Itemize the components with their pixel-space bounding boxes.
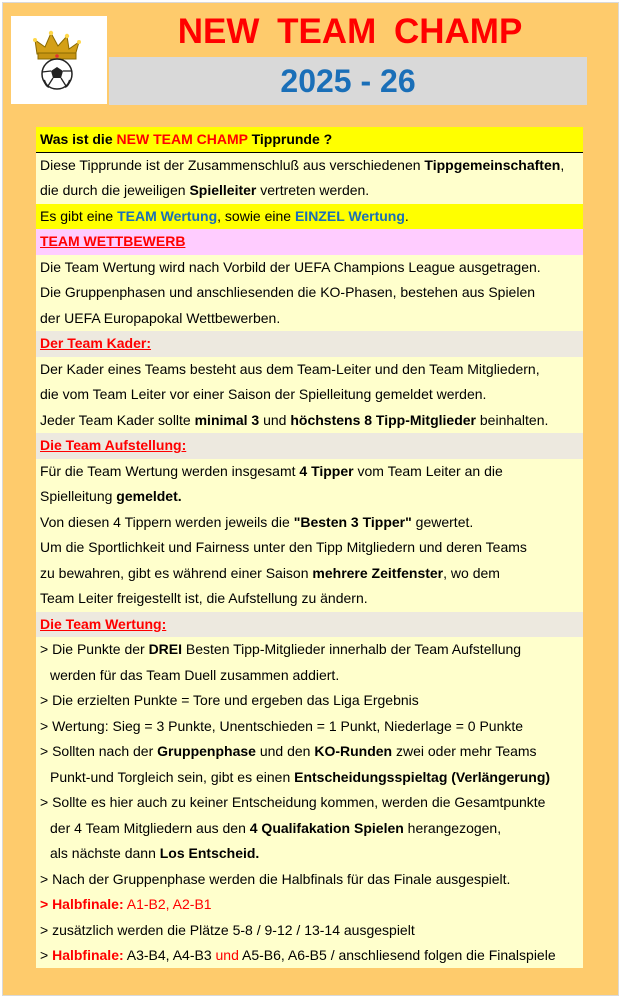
text: zu bewahren, gibt es während einer Saison [40, 564, 313, 581]
text-bold: mehrere Zeitfenster [312, 564, 444, 581]
halbfinale-label: > Halbfinale: [40, 896, 124, 912]
einzel-wertung-label: EINZEL Wertung [294, 207, 405, 224]
text: > Die Punkte der [40, 641, 149, 657]
text-bold: KO-Runden [314, 743, 393, 759]
wertung-line-2: werden für das Team Duell zusammen addiert. [50, 666, 340, 683]
intro-question-row [36, 127, 583, 153]
halbfinale-label: Halbfinale: [52, 947, 124, 963]
text: die durch die jeweiligen [40, 182, 190, 198]
section-heading-kader [36, 331, 583, 357]
text: herangezogen, [403, 819, 502, 836]
page-title: NEW TEAM CHAMP [177, 12, 523, 51]
text-bold: 4 Tipper [299, 462, 354, 479]
text: , sowie eine [217, 207, 295, 224]
text-bold: 4 Qualifakation Spielen [249, 819, 404, 836]
wertung-line-12: > zusätzlich werden die Plätze 5-8 / 9-12 / 13-14 ausgespielt [40, 921, 415, 938]
text: Spielleitung [40, 488, 117, 504]
text: A5-B6, A6-B5 / anschliesend folgen die Finalspiele [238, 947, 556, 963]
text-bold: Spielleiter [189, 182, 257, 198]
text: vom Team Leiter an die [353, 462, 503, 479]
text: A3-B4, A4-B3 [123, 947, 216, 963]
aufstellung-line-5 [36, 561, 583, 587]
wertung-line-1 [36, 637, 583, 663]
text-bold: gemeldet. [116, 488, 182, 504]
text-bold: "Besten 3 Tipper" [293, 513, 412, 530]
text: und [259, 411, 291, 428]
text: Von diesen 4 Tippern werden jeweils die [40, 513, 294, 530]
text: der 4 Team Mitgliedern aus den [50, 819, 250, 836]
text: beinhalten. [476, 411, 549, 428]
text-bold: Tippgemeinschaften [424, 156, 561, 173]
logo-box [11, 16, 107, 104]
text: Es gibt eine [40, 207, 118, 224]
text-bold: minimal 3 [194, 411, 260, 428]
text: > [40, 947, 53, 963]
halbfinale-pairings: A1-B2, A2-B1 [123, 896, 212, 912]
aufstellung-line-4: Um die Sportlichkeit und Fairness unter den Tipp Mitgliedern und deren Teams [40, 539, 527, 555]
wertung-line-10: > Nach der Gruppenphase werden die Halbfinals für das Finale ausgespielt. [40, 870, 511, 887]
intro-line-1 [36, 153, 583, 179]
wertung-line-8 [36, 816, 583, 842]
section-heading-text: Der Team Kader: [40, 335, 152, 351]
text: und den [255, 743, 315, 759]
wettbewerb-line-3: der UEFA Europapokal Wettbewerben. [40, 309, 281, 326]
wertung-line-5 [36, 739, 583, 765]
aufstellung-line-6: Team Leiter freigestellt ist, die Aufstellung zu ändern. [40, 590, 368, 606]
kader-line-1: Der Kader eines Teams besteht aus dem Team-Leiter und den Team Mitgliedern, [40, 360, 540, 377]
text: . [404, 207, 409, 224]
section-heading-aufstellung [36, 433, 583, 459]
wertung-line-6 [36, 765, 583, 791]
intro-question-suffix: Tipprunde ? [247, 131, 333, 147]
section-heading-text: TEAM WETTBEWERB [40, 233, 186, 249]
text: zwei oder mehr Teams [392, 743, 537, 759]
aufstellung-line-1 [36, 459, 583, 485]
intro-line-3 [36, 204, 583, 230]
text-bold: Gruppenphase [157, 743, 256, 759]
text: Besten Tipp-Mitglieder innerhalb der Team Aufstellung [182, 641, 522, 657]
wertung-line-4: > Wertung: Sieg = 3 Punkte, Unentschieden = 1 Punkt, Niederlage = 0 Punkte [40, 717, 524, 734]
text: , wo dem [443, 564, 500, 581]
aufstellung-line-3 [36, 510, 583, 536]
text: Jeder Team Kader sollte [40, 411, 195, 428]
rules-panel [36, 127, 583, 968]
wertung-line-9 [36, 841, 583, 867]
section-heading-team-wettbewerb [36, 229, 583, 255]
aufstellung-line-2 [36, 484, 583, 510]
text: , [560, 156, 565, 173]
intro-question-brand: NEW TEAM CHAMP [116, 131, 248, 147]
wettbewerb-line-1: Die Team Wertung wird nach Vorbild der UEFA Champions League ausgetragen. [40, 258, 541, 275]
text-bold: Entscheidungsspieltag (Verlängerung) [294, 768, 551, 785]
crowned-soccer-ball-icon [11, 16, 107, 104]
text: gewertet. [411, 513, 474, 530]
intro-line-2 [36, 178, 583, 204]
kader-line-2: die vom Team Leiter vor einer Saison der Spielleitung gemeldet werden. [40, 386, 487, 402]
section-heading-wertung [36, 612, 583, 638]
text-bold: höchstens 8 Tipp-Mitglieder [290, 411, 476, 428]
wertung-line-11 [36, 892, 583, 918]
text-bold: Los Entscheid. [159, 845, 260, 861]
text: Für die Team Wertung werden insgesamt [40, 462, 300, 479]
text-red: und [215, 947, 239, 963]
team-wertung-label: TEAM Wertung [117, 207, 218, 224]
text: vertreten werden. [256, 182, 370, 198]
intro-question-prefix: Was ist die [40, 131, 117, 147]
wertung-line-7: > Sollte es hier auch zu keiner Entscheidung kommen, werden die Gesamtpunkte [40, 794, 546, 810]
wertung-line-13 [36, 943, 583, 969]
text: > Sollten nach der [40, 743, 158, 759]
text: Diese Tipprunde ist der Zusammenschluß aus verschiedenen [40, 156, 425, 173]
section-heading-text: Die Team Wertung: [40, 615, 167, 632]
text: als nächste dann [50, 845, 160, 861]
text-bold: DREI [148, 641, 183, 657]
text: Punkt-und Torgleich sein, gibt es einen [50, 768, 295, 785]
season-label: 2025 - 26 [109, 57, 587, 105]
wertung-line-3: > Die erzielten Punkte = Tore und ergeben das Liga Ergebnis [40, 692, 419, 708]
section-heading-text: Die Team Aufstellung: [40, 437, 187, 453]
kader-line-3 [36, 408, 583, 434]
wettbewerb-line-2: Die Gruppenphasen und anschliesenden die KO-Phasen, bestehen aus Spielen [40, 284, 536, 300]
